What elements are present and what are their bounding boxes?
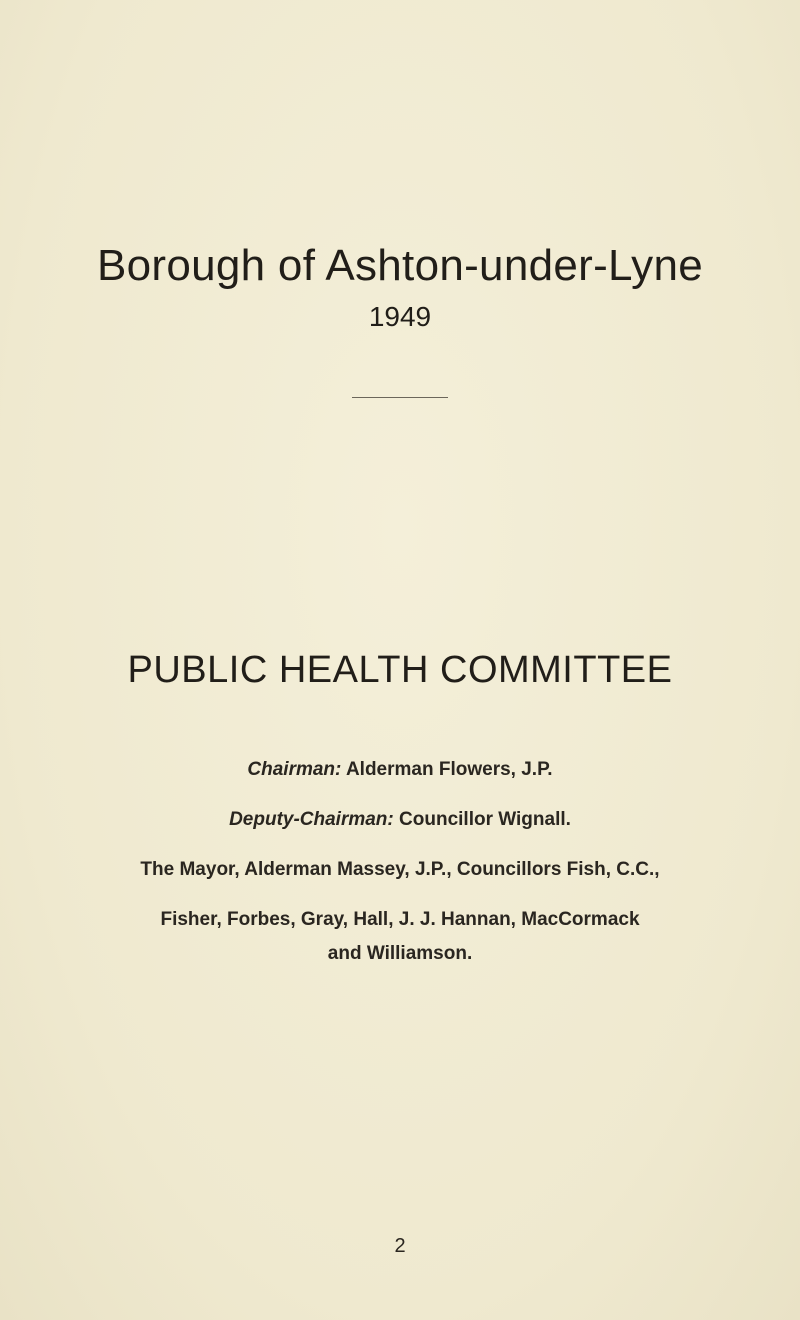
page-number: 2 [394, 1235, 406, 1257]
chairman-line [0, 758, 800, 782]
divider-rule [352, 397, 448, 398]
deputy-chairman-line [0, 808, 800, 832]
deputy-role-label: Deputy-Chairman: [229, 809, 394, 830]
year-heading: 1949 [368, 301, 432, 332]
members-line-2: Fisher, Forbes, Gray, Hall, J. J. Hannan, MacCormack [160, 909, 640, 930]
deputy-chairman-name: Councillor Wignall. [399, 809, 571, 830]
chairman-role-label: Chairman: [247, 759, 342, 780]
members-line-3: and Williamson. [327, 943, 473, 964]
members-line-1: The Mayor, Alderman Massey, J.P., Councillors Fish, C.C., [140, 859, 660, 880]
committee-heading: PUBLIC HEALTH COMMITTEE [127, 649, 673, 691]
chairman-name: Alderman Flowers, J.P. [345, 759, 553, 780]
page-title: Borough of Ashton-under-Lyne [96, 241, 704, 290]
